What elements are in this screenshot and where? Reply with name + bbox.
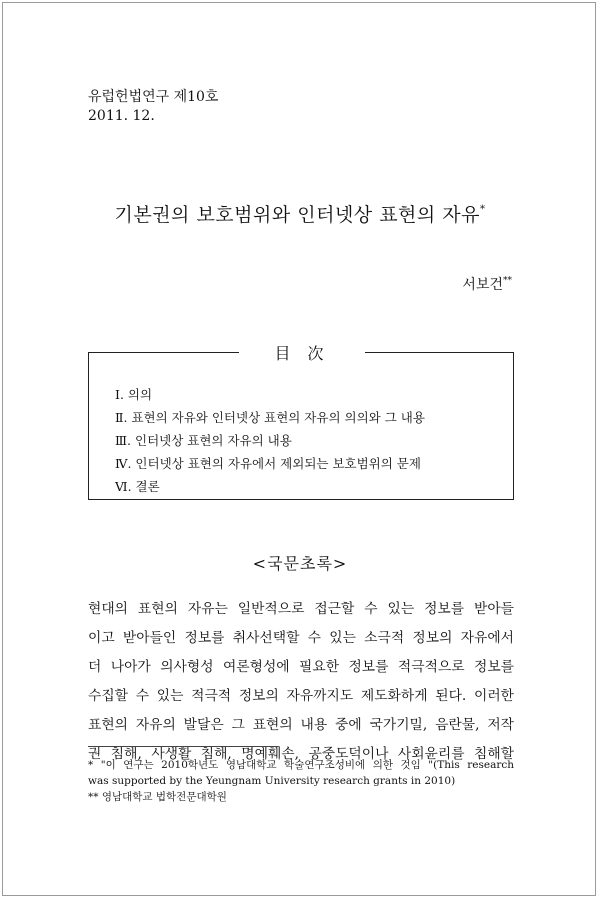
abstract-body	[88, 595, 514, 769]
author-name: 서보건	[462, 277, 503, 293]
author-footnote-mark: **	[503, 276, 512, 286]
abstract-line: 권 침해, 사생활 침해, 명예훼손, 공중도덕이나 사회윤리를 침해할	[88, 746, 514, 762]
toc-item: Ⅳ. 인터넷상 표현의 자유에서 제외되는 보호범위의 문제	[115, 456, 421, 471]
toc-item: Ⅱ. 표현의 자유와 인터넷상 표현의 자유의 의의와 그 내용	[115, 410, 425, 425]
abstract-line: 수집할 수 있는 적극적 정보의 자유까지도 제도화하게 된다. 이러한	[88, 688, 514, 704]
abstract-line: 표현의 자유의 발달은 그 표현의 내용 중에 국가기밀, 음란물, 저작	[88, 717, 514, 733]
journal-header	[88, 88, 218, 126]
toc-item: Ⅲ. 인터넷상 표현의 자유의 내용	[115, 433, 292, 448]
abstract-line: 현대의 표현의 자유는 일반적으로 접근할 수 있는 정보를 받아들	[88, 601, 514, 617]
journal-date: 2011. 12.	[88, 108, 155, 124]
abstract-line: 더 나아가 의사형성 여론형성에 필요한 정보를 적극적으로 정보를	[88, 659, 514, 675]
footnote-2: ** 영남대학교 법학전문대학원	[88, 791, 227, 803]
title-footnote-mark: *	[480, 204, 486, 215]
toc-item: Ⅰ. 의의	[115, 387, 153, 402]
table-of-contents	[88, 344, 514, 500]
journal-name: 유럽헌법연구 제10호	[88, 89, 219, 105]
footnote-divider	[88, 746, 278, 747]
abstract-line: 이고 받아들인 정보를 취사선택할 수 있는 소극적 정보의 자유에서	[88, 630, 514, 646]
toc-heading: 目 次	[239, 341, 365, 364]
footnotes	[88, 757, 514, 805]
footnote-1-line-2: was supported by the Yeungnam University research grants in 2010)	[88, 775, 456, 787]
paper-title-text: 기본권의 보호범위와 인터넷상 표현의 자유	[114, 204, 481, 226]
toc-list	[115, 383, 425, 498]
toc-item: Ⅵ. 결론	[115, 479, 160, 494]
abstract-heading: <국문초록>	[252, 554, 348, 573]
paper-title	[0, 200, 600, 227]
author	[462, 274, 512, 294]
footnote-1-line-1: * "이 연구는 2010학년도 영남대학교 학술연구조성비에 의한 것임 "(This research	[88, 759, 514, 771]
